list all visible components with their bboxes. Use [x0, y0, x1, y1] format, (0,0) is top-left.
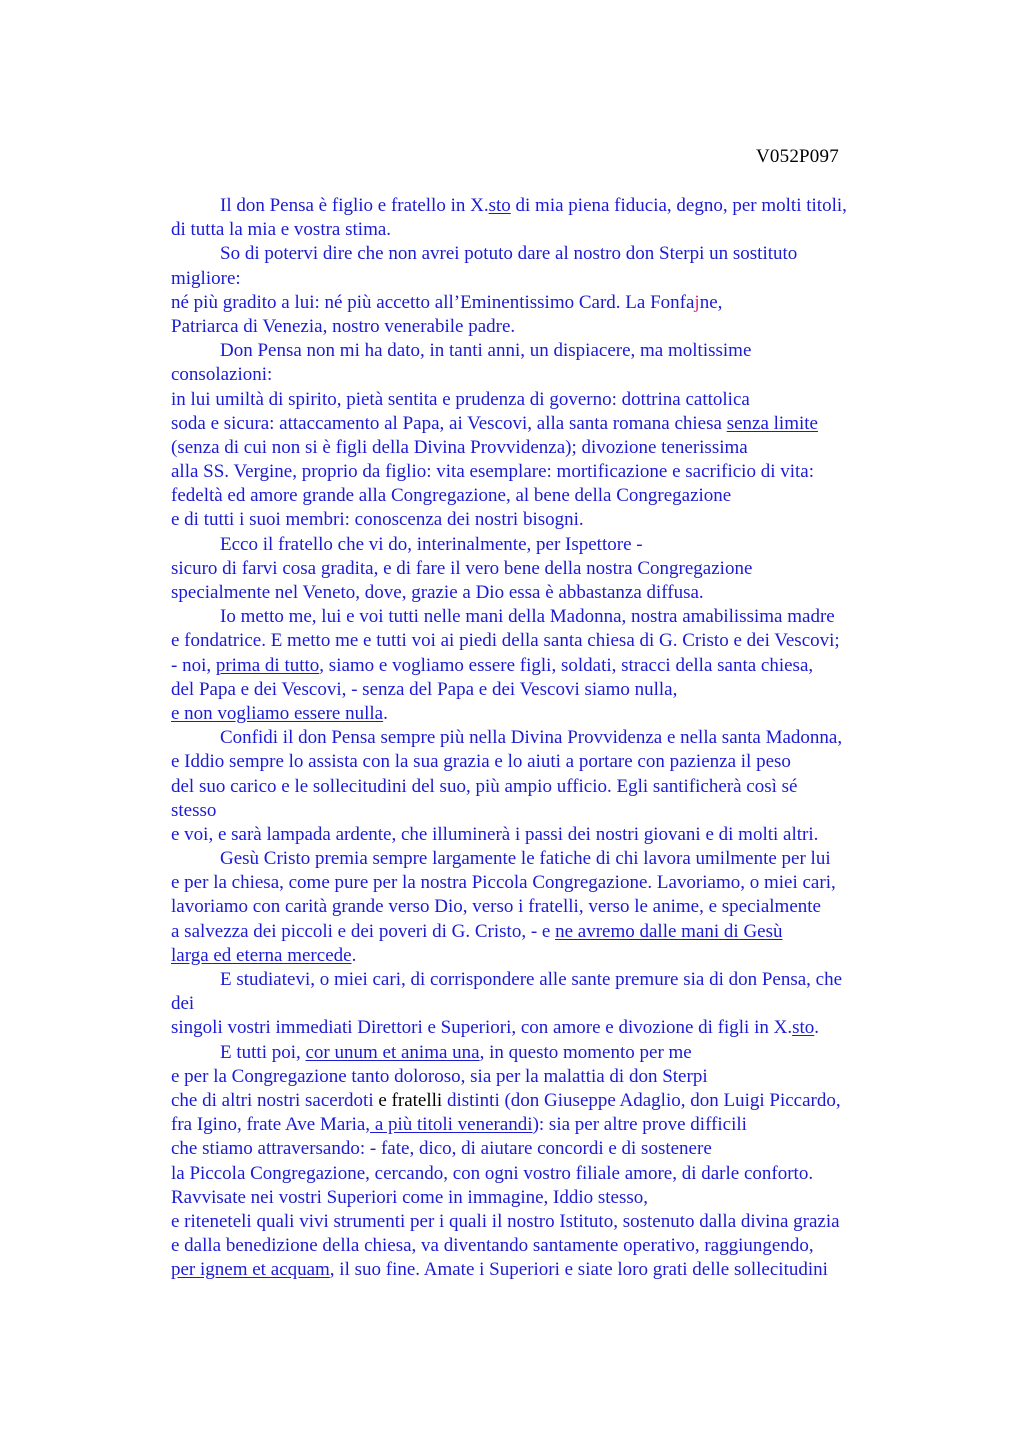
text-line: soda e sicura: attaccamento al Papa, ai Vescovi, alla santa romana chiesa senza limite: [171, 412, 818, 434]
text-line: Ravvisate nei vostri Superiori come in immagine, Iddio stesso,: [171, 1186, 649, 1208]
text-line: in lui umiltà di spirito, pietà sentita e prudenza di governo: dottrina cattolica: [171, 388, 750, 410]
underlined-text: sto: [488, 195, 511, 216]
underlined-text: ne avremo dalle mani di Gesù: [555, 920, 783, 942]
text-line: e riteneteli quali vivi strumenti per i quali il nostro Istituto, sostenuto dalla divina grazia: [171, 1210, 840, 1232]
text-line: Confidi il don Pensa sempre più nella Divina Provvidenza e nella santa Madonna,: [220, 727, 843, 749]
text-line: a salvezza dei piccoli e dei poveri di G. Cristo, - e ne avremo dalle mani di Gesù: [171, 920, 783, 942]
page-reference-code: V052P097: [756, 146, 839, 167]
text-line: né più gradito a lui: né più accetto all’Eminentissimo Card. La Fonfajne,: [171, 291, 723, 313]
underlined-text: per ignem et acquam: [171, 1259, 330, 1281]
text-line: Il don Pensa è figlio e fratello in X.sto di mia piena fiducia, degno, per molti titoli,: [220, 195, 847, 216]
text-line: (senza di cui non si è figli della Divina Provvidenza); divozione tenerissima: [171, 436, 748, 458]
text-line: e non vogliamo essere nulla.: [171, 702, 388, 724]
text-line: migliore:: [171, 267, 241, 289]
text-line: e fondatrice. E metto me e tutti voi ai piedi della santa chiesa di G. Cristo e dei Vescovi;: [171, 630, 840, 652]
text-line: E tutti poi, cor unum et anima una, in questo momento per me: [220, 1041, 692, 1063]
text-line: Io metto me, lui e voi tutti nelle mani della Madonna, nostra amabilissima madre: [220, 606, 835, 628]
text-line: E studiatevi, o miei cari, di corrispondere alle sante premure sia di don Pensa, che: [220, 969, 843, 990]
text-line: Gesù Cristo premia sempre largamente le fatiche di chi lavora umilmente per lui: [220, 848, 831, 870]
underlined-text: e non vogliamo essere nulla: [171, 702, 384, 724]
text-line: e dalla benedizione della chiesa, va diventando santamente operativo, raggiungendo,: [171, 1235, 814, 1257]
text-line: - noi, prima di tutto, siamo e vogliamo essere figli, soldati, stracci della santa chiesa,: [171, 654, 814, 676]
text-line: e per la chiesa, come pure per la nostra Piccola Congregazione. Lavoriamo, o miei cari,: [171, 872, 836, 894]
underlined-text: sto: [792, 1017, 815, 1039]
underlined-text: senza limite: [726, 412, 818, 434]
text-line: per ignem et acquam, il suo fine. Amate i Superiori e siate loro grati delle sollecitudini: [171, 1259, 828, 1281]
black-text: e fratelli: [378, 1089, 443, 1111]
text-line: dei: [171, 993, 195, 1015]
underlined-text: cor unum et anima una: [305, 1041, 480, 1063]
text-line: e voi, e sarà lampada ardente, che illuminerà i passi dei nostri giovani e di molti altri.: [171, 823, 819, 845]
text-line: Don Pensa non mi ha dato, in tanti anni, un dispiacere, ma moltissime: [220, 340, 752, 362]
text-line: Patriarca di Venezia, nostro venerabile padre.: [171, 315, 516, 337]
text-line: fedeltà ed amore grande alla Congregazione, al bene della Congregazione: [171, 485, 732, 507]
text-line: e per la Congregazione tanto doloroso, sia per la malattia di don Sterpi: [171, 1065, 708, 1087]
text-line: e di tutti i suoi membri: conoscenza dei nostri bisogni.: [171, 509, 584, 531]
underlined-text: larga ed eterna mercede: [171, 944, 352, 966]
text-line: di tutta la mia e vostra stima.: [171, 219, 392, 241]
text-line: la Piccola Congregazione, cercando, con ogni vostro filiale amore, di darle conforto.: [171, 1162, 814, 1184]
text-line: lavoriamo con carità grande verso Dio, verso i fratelli, verso le anime, e specialmente: [171, 896, 821, 918]
text-line: e Iddio sempre lo assista con la sua grazia e lo aiuti a portare con pazienza il peso: [171, 751, 791, 773]
text-line: stesso: [171, 799, 217, 821]
highlighted-letter: j: [694, 291, 700, 313]
text-line: fra Igino, frate Ave Maria, a più titoli venerandi): sia per altre prove difficili: [171, 1114, 747, 1136]
text-line: consolazioni:: [171, 364, 273, 386]
underlined-text: a più titoli venerandi: [370, 1114, 533, 1136]
letter-body: [171, 194, 931, 1282]
text-line: So di potervi dire che non avrei potuto dare al nostro don Sterpi un sostituto: [220, 243, 798, 265]
text-line: specialmente nel Veneto, dove, grazie a Dio essa è abbastanza diffusa.: [171, 582, 704, 603]
text-line: sicuro di farvi cosa gradita, e di fare il vero bene della nostra Congregazione: [171, 557, 753, 579]
text-line: che stiamo attraversando: - fate, dico, di aiutare concordi e di sostenere: [171, 1138, 712, 1160]
underlined-text: prima di tutto: [215, 654, 320, 676]
text-line: larga ed eterna mercede.: [171, 944, 357, 966]
text-line: del Papa e dei Vescovi, - senza del Papa e dei Vescovi siamo nulla,: [171, 678, 678, 700]
text-line: singoli vostri immediati Direttori e Superiori, con amore e divozione di figli in X.sto.: [171, 1017, 820, 1039]
text-line: del suo carico e le sollecitudini del suo, più ampio ufficio. Egli santificherà così sé: [171, 775, 798, 797]
text-line: che di altri nostri sacerdoti e fratelli distinti (don Giuseppe Adaglio, don Luigi Piccardo,: [171, 1089, 841, 1111]
text-line: alla SS. Vergine, proprio da figlio: vita esemplare: mortificazione e sacrificio di vita:: [171, 461, 814, 483]
text-line: Ecco il fratello che vi do, interinalmente, per Ispettore -: [220, 533, 643, 555]
